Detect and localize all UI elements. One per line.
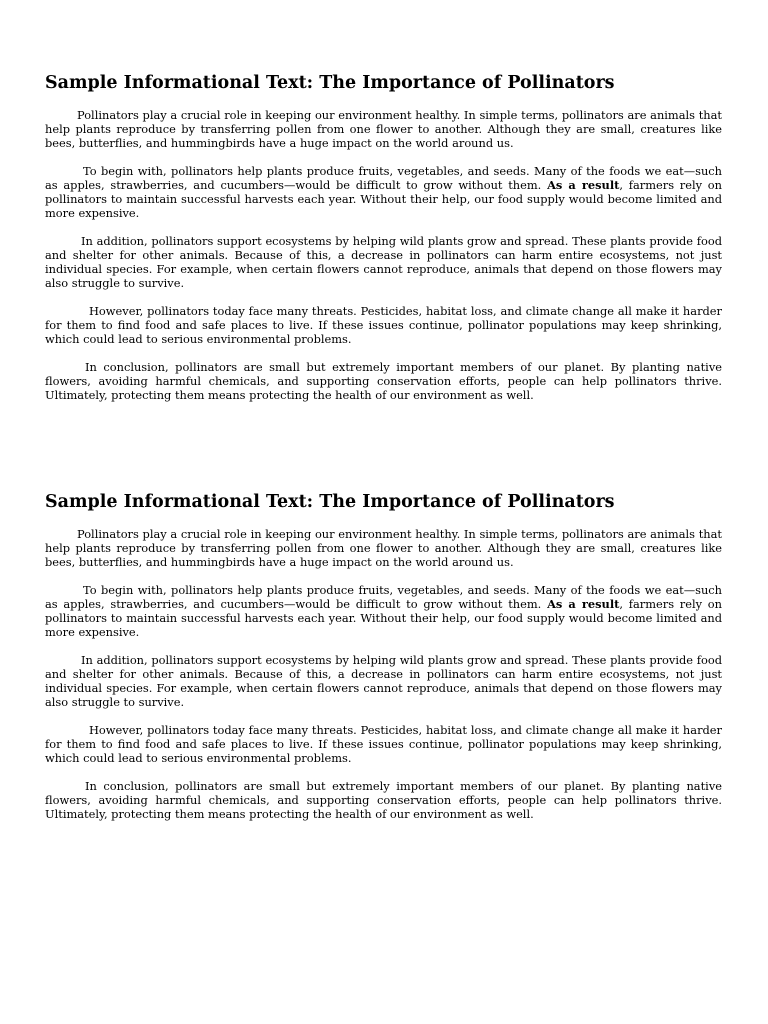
paragraph-food-text-end: , farmers rely on pollinators to maintain successful harvests each year. Without their help, our food supply would become limited and more expensive.: [45, 597, 723, 639]
paragraph-food-text-end: , farmers rely on pollinators to maintain successful harvests each year. Without their help, our food supply would become limited and more expensive.: [45, 178, 723, 220]
paragraph-threats: However, pollinators today face many threats. Pesticides, habitat loss, and climate change all make it harder for them to find food and safe places to live. If these issues continue, pollinator populations may keep shrinking, which could lead to serious environmental problems.: [45, 723, 722, 765]
paragraph-threats: However, pollinators today face many threats. Pesticides, habitat loss, and climate change all make it harder for them to find food and safe places to live. If these issues continue, pollinator populations may keep shrinking, which could lead to serious environmental problems.: [45, 304, 722, 346]
emphasis-as-a-result: As a result: [547, 178, 620, 192]
paragraph-ecosystems: In addition, pollinators support ecosystems by helping wild plants grow and spread. These plants provide food and shelter for other animals. Because of this, a decrease in pollinators can harm entire ecosystems, not just individual species. For example, when certain flowers cannot reproduce, animals that depend on those flowers may also struggle to survive.: [45, 234, 722, 290]
paragraph-conclusion: In conclusion, pollinators are small but extremely important members of our planet. By planting native flowers, avoiding harmful chemicals, and supporting conservation efforts, people can help pollinators thrive. Ultimately, protecting them means protecting the health of our environment as well.: [45, 360, 722, 402]
paragraph-food-text-start: To begin with, pollinators help plants produce fruits, vegetables, and seeds. Many of the foods we eat—such as apples, strawberries, and cucumbers—would be difficult to grow without them.: [45, 583, 722, 611]
paragraph-intro: Pollinators play a crucial role in keeping our environment healthy. In simple terms, pollinators are animals that help plants reproduce by transferring pollen from one flower to another. Although they are small, creatures like bees, butterflies, and hummingbirds have a huge impact on the world around us.: [45, 527, 722, 569]
paragraph-food: [45, 164, 722, 220]
document-title: Sample Informational Text: The Importance of Pollinators: [45, 492, 615, 512]
paragraph-food: [45, 583, 722, 639]
document-section-2: [45, 491, 722, 835]
document-section-1: [45, 72, 722, 416]
paragraph-intro: Pollinators play a crucial role in keeping our environment healthy. In simple terms, pollinators are animals that help plants reproduce by transferring pollen from one flower to another. Although they are small, creatures like bees, butterflies, and hummingbirds have a huge impact on the world around us.: [45, 108, 722, 150]
paragraph-ecosystems: In addition, pollinators support ecosystems by helping wild plants grow and spread. These plants provide food and shelter for other animals. Because of this, a decrease in pollinators can harm entire ecosystems, not just individual species. For example, when certain flowers cannot reproduce, animals that depend on those flowers may also struggle to survive.: [45, 653, 722, 709]
document-title: Sample Informational Text: The Importance of Pollinators: [45, 73, 615, 93]
paragraph-food-text-start: To begin with, pollinators help plants produce fruits, vegetables, and seeds. Many of the foods we eat—such as apples, strawberries, and cucumbers—would be difficult to grow without them.: [45, 164, 722, 192]
emphasis-as-a-result: As a result: [547, 597, 620, 611]
paragraph-conclusion: In conclusion, pollinators are small but extremely important members of our planet. By planting native flowers, avoiding harmful chemicals, and supporting conservation efforts, people can help pollinators thrive. Ultimately, protecting them means protecting the health of our environment as well.: [45, 779, 722, 821]
